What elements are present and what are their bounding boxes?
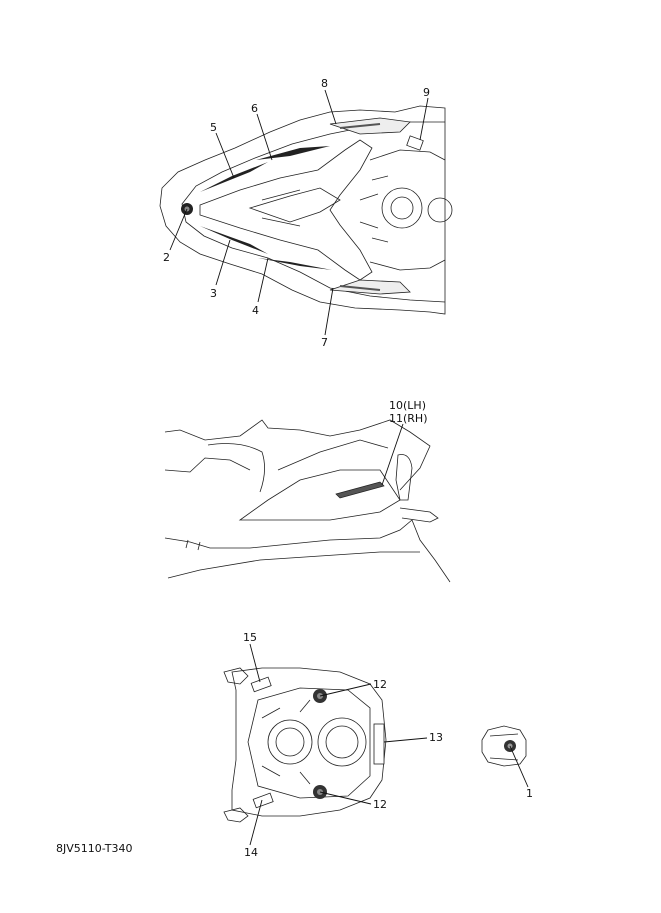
callout-14: 14 bbox=[244, 846, 258, 859]
top-view-hull bbox=[160, 106, 452, 314]
callout-10-lh: 10(LH) bbox=[389, 399, 426, 412]
callout-12-upper: 12 bbox=[373, 678, 387, 691]
callout-7: 7 bbox=[321, 336, 328, 349]
callout-15: 15 bbox=[243, 631, 257, 644]
side-view-hull bbox=[165, 420, 450, 582]
callout-8: 8 bbox=[321, 77, 328, 90]
drawing-code: 8JV5110-T340 bbox=[56, 842, 133, 855]
callout-1: 1 bbox=[526, 787, 533, 800]
callout-11-rh: 11(RH) bbox=[389, 412, 428, 425]
callout-6: 6 bbox=[251, 102, 258, 115]
callout-9: 9 bbox=[423, 86, 430, 99]
callout-12-lower: 12 bbox=[373, 798, 387, 811]
callout-5: 5 bbox=[210, 121, 217, 134]
key-emblem-part bbox=[482, 726, 526, 766]
callout-2: 2 bbox=[163, 251, 170, 264]
callout-13: 13 bbox=[429, 731, 443, 744]
callout-4: 4 bbox=[252, 304, 259, 317]
callout-3: 3 bbox=[210, 287, 217, 300]
rear-view-deck bbox=[224, 668, 386, 822]
